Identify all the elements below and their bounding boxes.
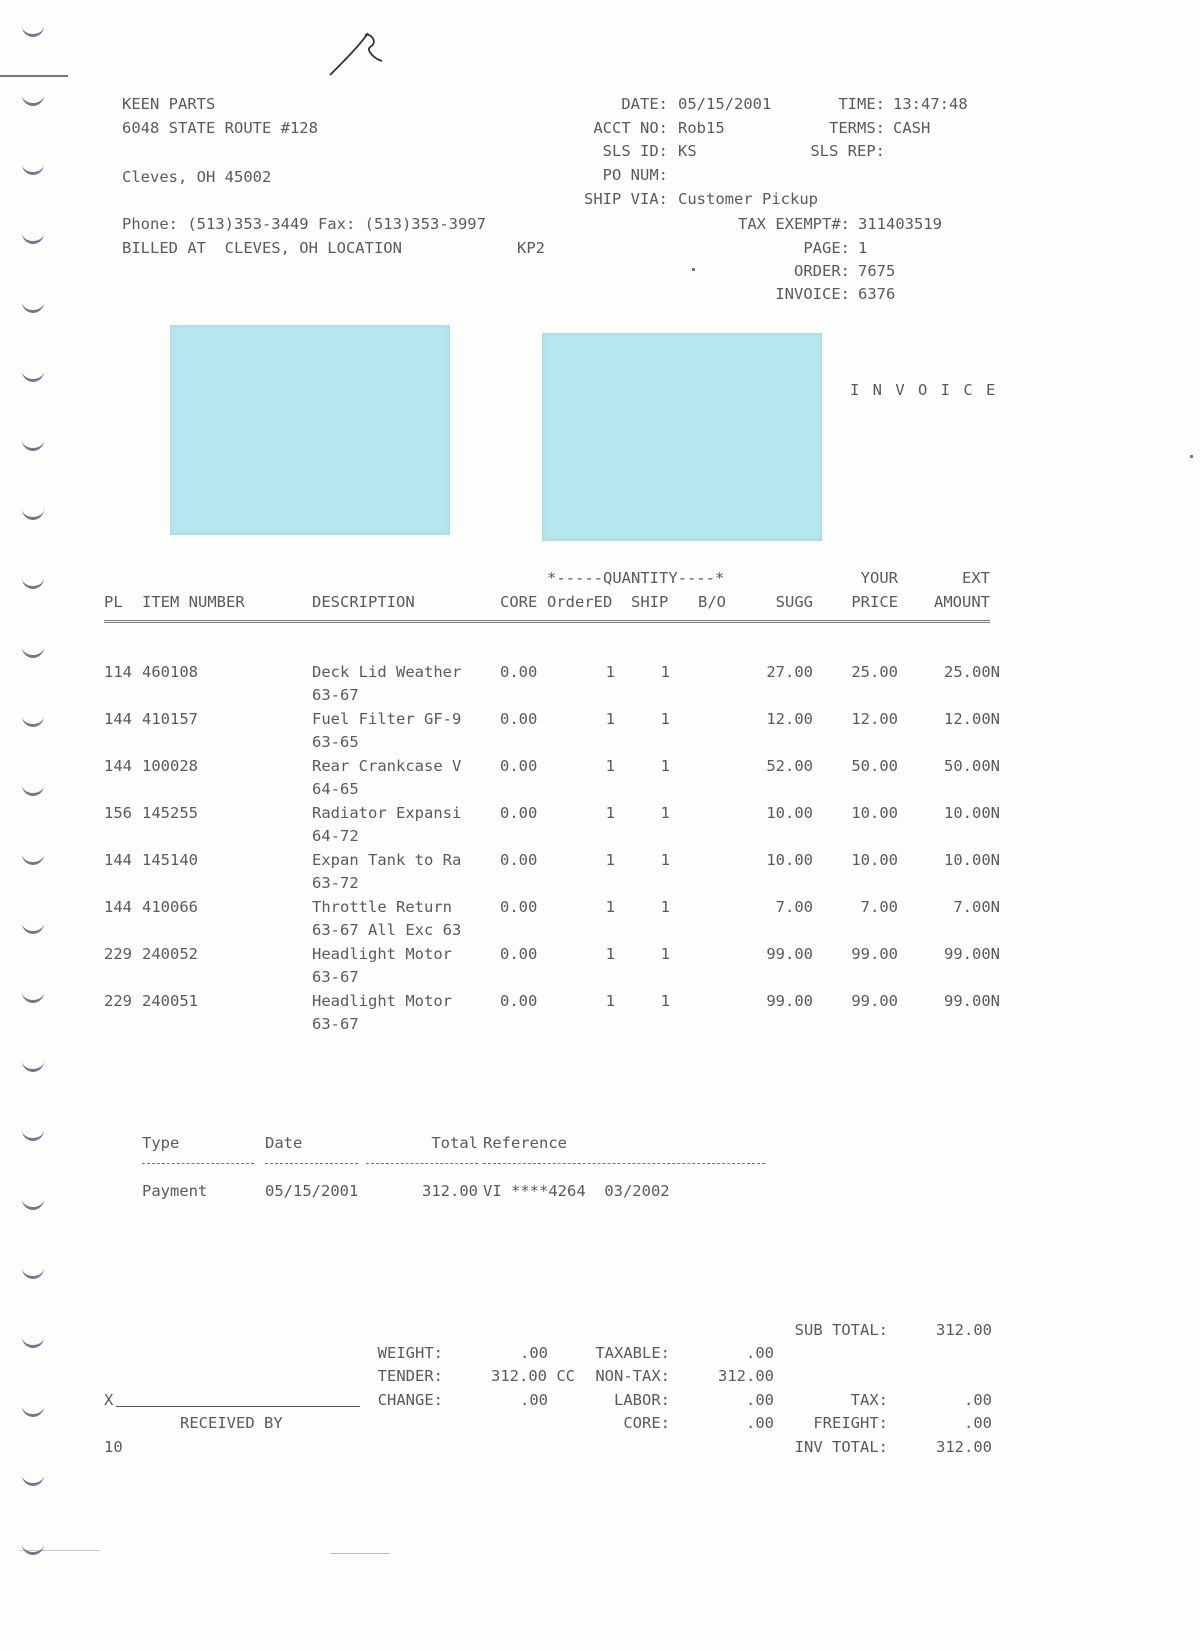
item-desc1: Headlight Motor	[312, 945, 452, 963]
ship-header: SHIP	[631, 593, 669, 611]
binder-hole	[22, 1538, 44, 1555]
item-pl: 144	[104, 898, 132, 916]
item-pl: 156	[104, 804, 132, 822]
item-pl: 229	[104, 945, 132, 963]
item-pl: 144	[104, 851, 132, 869]
item-sugg: 52.00	[766, 757, 813, 775]
binder-holes	[22, 20, 52, 1540]
ext-header-top: EXT	[962, 569, 990, 587]
non-tax-value: 312.00	[718, 1367, 774, 1385]
payment-total-header: Total	[431, 1134, 478, 1152]
terms: CASH	[893, 119, 931, 137]
quantity-group-header: *-----QUANTITY----*	[547, 569, 725, 587]
document-title: I N V O I C E	[850, 381, 998, 399]
binder-hole	[22, 986, 44, 1003]
item-price: 12.00	[851, 710, 898, 728]
invoice-date: 05/15/2001	[678, 95, 772, 113]
tax-label: TAX:	[850, 1391, 888, 1409]
item-price: 99.00	[851, 945, 898, 963]
item-desc1: Radiator Expansi	[312, 804, 462, 822]
item-desc1: Fuel Filter GF-9	[312, 710, 462, 728]
item-sugg: 27.00	[766, 663, 813, 681]
item-desc1: Expan Tank to Ra	[312, 851, 462, 869]
item-core: 0.00	[500, 710, 538, 728]
labor-value: .00	[746, 1391, 774, 1409]
item-ordered: 1	[605, 757, 615, 775]
tender-value: 312.00 CC	[491, 1367, 575, 1385]
item-desc2: 63-72	[312, 874, 359, 892]
item-pl: 229	[104, 992, 132, 1010]
taxable-label: TAXABLE:	[595, 1344, 670, 1362]
binder-hole	[22, 89, 44, 106]
binder-hole	[22, 296, 44, 313]
item-item: 460108	[142, 663, 198, 681]
item-sugg: 99.00	[766, 945, 813, 963]
acct-number: Rob15	[678, 119, 725, 137]
binder-hole	[22, 365, 44, 382]
item-desc1: Rear Crankcase V	[312, 757, 462, 775]
sls-id: KS	[678, 142, 697, 160]
item-amount: 10.00N	[944, 804, 1000, 822]
payment-total: 312.00	[422, 1182, 478, 1200]
item-core: 0.00	[500, 898, 538, 916]
sls-rep-label: SLS REP:	[810, 142, 885, 160]
binder-hole	[22, 158, 44, 175]
item-price: 10.00	[851, 804, 898, 822]
inv-total-label: INV TOTAL:	[794, 1438, 888, 1456]
item-item: 100028	[142, 757, 198, 775]
edge-mark	[0, 75, 68, 77]
page-label: PAGE:	[803, 239, 850, 257]
item-desc2: 64-65	[312, 780, 359, 798]
item-price: 99.00	[851, 992, 898, 1010]
sticky-note-left	[170, 325, 450, 535]
item-ship: 1	[660, 945, 670, 963]
signature-x-mark: X	[104, 1391, 114, 1409]
core-label: CORE:	[623, 1414, 670, 1432]
item-amount: 99.00N	[944, 992, 1000, 1010]
payment-reference: VI ****4264 03/2002	[483, 1182, 670, 1200]
company-address: 6048 STATE ROUTE #128	[122, 119, 318, 137]
taxable-value: .00	[746, 1344, 774, 1362]
order-label: ORDER:	[794, 262, 850, 280]
item-ordered: 1	[605, 898, 615, 916]
item-item: 145255	[142, 804, 198, 822]
item-ordered: 1	[605, 710, 615, 728]
price-header: PRICE	[851, 593, 898, 611]
payment-type: Payment	[142, 1182, 208, 1200]
invoice-label: INVOICE:	[775, 285, 850, 303]
billed-location: BILLED AT CLEVES, OH LOCATION	[122, 239, 402, 257]
binder-hole	[22, 1055, 44, 1072]
stray-dot	[692, 268, 695, 271]
item-amount: 25.00N	[944, 663, 1000, 681]
item-core: 0.00	[500, 945, 538, 963]
item-core: 0.00	[500, 851, 538, 869]
binder-hole	[22, 434, 44, 451]
payment-type-header: Type	[142, 1134, 180, 1152]
inv-total-value: 312.00	[936, 1438, 992, 1456]
stray-mark	[20, 1550, 100, 1551]
description-header: DESCRIPTION	[312, 593, 415, 611]
tax-exempt-label: TAX EXEMPT#:	[738, 215, 850, 233]
stray-dot	[1190, 455, 1193, 458]
binder-hole	[22, 779, 44, 796]
binder-hole	[22, 1469, 44, 1486]
item-amount: 7.00N	[953, 898, 1000, 916]
binder-hole	[22, 848, 44, 865]
item-core: 0.00	[500, 804, 538, 822]
received-by-label: RECEIVED BY	[180, 1414, 283, 1432]
terms-label: TERMS:	[829, 119, 885, 137]
payment-rule-date	[265, 1163, 358, 1164]
item-pl: 144	[104, 710, 132, 728]
company-phone-fax: Phone: (513)353-3449 Fax: (513)353-3997	[122, 215, 486, 233]
header-separator	[104, 620, 990, 623]
item-ship: 1	[660, 851, 670, 869]
item-sugg: 10.00	[766, 851, 813, 869]
payment-rule-total	[366, 1163, 478, 1164]
item-ordered: 1	[605, 804, 615, 822]
item-ordered: 1	[605, 851, 615, 869]
order-number: 7675	[858, 262, 896, 280]
labor-label: LABOR:	[614, 1391, 670, 1409]
item-ordered: 1	[605, 663, 615, 681]
item-number-header: ITEM NUMBER	[142, 593, 245, 611]
freight-label: FREIGHT:	[813, 1414, 888, 1432]
payment-rule-reference	[483, 1163, 765, 1164]
item-core: 0.00	[500, 757, 538, 775]
kp-code: KP2	[517, 239, 545, 257]
invoice-time: 13:47:48	[893, 95, 968, 113]
non-tax-label: NON-TAX:	[595, 1367, 670, 1385]
weight-label: WEIGHT:	[377, 1344, 443, 1362]
acct-label: ACCT NO:	[593, 119, 668, 137]
freight-value: .00	[964, 1414, 992, 1432]
time-label: TIME:	[838, 95, 885, 113]
item-sugg: 12.00	[766, 710, 813, 728]
tender-label: TENDER:	[377, 1367, 443, 1385]
date-label: DATE:	[621, 95, 668, 113]
item-core: 0.00	[500, 663, 538, 681]
item-amount: 12.00N	[944, 710, 1000, 728]
payment-reference-header: Reference	[483, 1134, 567, 1152]
pen-mark-icon	[320, 25, 390, 85]
subtotal-label: SUB TOTAL:	[794, 1321, 888, 1339]
stray-mark	[330, 1553, 390, 1554]
item-sugg: 7.00	[775, 898, 813, 916]
binder-hole	[22, 710, 44, 727]
item-core: 0.00	[500, 992, 538, 1010]
item-item: 410066	[142, 898, 198, 916]
binder-hole	[22, 20, 44, 37]
pl-header: PL	[104, 593, 123, 611]
item-ship: 1	[660, 898, 670, 916]
ship-via-label: SHIP VIA:	[584, 190, 668, 208]
item-amount: 50.00N	[944, 757, 1000, 775]
item-amount: 99.00N	[944, 945, 1000, 963]
item-desc2: 63-67	[312, 968, 359, 986]
sugg-header: SUGG	[775, 593, 813, 611]
item-desc1: Headlight Motor	[312, 992, 452, 1010]
item-ordered: 1	[605, 945, 615, 963]
core-value: .00	[746, 1414, 774, 1432]
item-item: 240051	[142, 992, 198, 1010]
item-desc2: 64-72	[312, 827, 359, 845]
item-desc2: 63-67	[312, 1015, 359, 1033]
your-header-top: YOUR	[860, 569, 898, 587]
item-ship: 1	[660, 757, 670, 775]
item-amount: 10.00N	[944, 851, 1000, 869]
item-pl: 144	[104, 757, 132, 775]
tax-exempt-number: 311403519	[858, 215, 942, 233]
binder-hole	[22, 917, 44, 934]
item-price: 25.00	[851, 663, 898, 681]
binder-hole	[22, 227, 44, 244]
item-price: 7.00	[860, 898, 898, 916]
binder-hole	[22, 1193, 44, 1210]
subtotal-value: 312.00	[936, 1321, 992, 1339]
invoice-number: 6376	[858, 285, 896, 303]
item-desc2: 63-65	[312, 733, 359, 751]
item-price: 10.00	[851, 851, 898, 869]
amount-header: AMOUNT	[934, 593, 990, 611]
payment-date: 05/15/2001	[265, 1182, 359, 1200]
item-item: 410157	[142, 710, 198, 728]
item-sugg: 10.00	[766, 804, 813, 822]
binder-hole	[22, 503, 44, 520]
item-ordered: 1	[605, 992, 615, 1010]
sls-id-label: SLS ID:	[602, 142, 668, 160]
signature-line	[116, 1406, 360, 1407]
ordered-header: OrderED	[547, 593, 613, 611]
company-name: KEEN PARTS	[122, 95, 216, 113]
ship-via: Customer Pickup	[678, 190, 818, 208]
binder-hole	[22, 641, 44, 658]
payment-date-header: Date	[265, 1134, 303, 1152]
backorder-header: B/O	[698, 593, 726, 611]
item-price: 50.00	[851, 757, 898, 775]
item-item: 240052	[142, 945, 198, 963]
binder-hole	[22, 1124, 44, 1141]
binder-hole	[22, 1331, 44, 1348]
core-header: CORE	[500, 593, 538, 611]
item-desc2: 63-67	[312, 686, 359, 704]
page-number: 1	[858, 239, 868, 257]
item-item: 145140	[142, 851, 198, 869]
tax-value: .00	[964, 1391, 992, 1409]
weight-value: .00	[520, 1344, 548, 1362]
binder-hole	[22, 1262, 44, 1279]
po-label: PO NUM:	[602, 166, 668, 184]
sticky-note-right	[542, 333, 822, 541]
change-label: CHANGE:	[377, 1391, 443, 1409]
item-ship: 1	[660, 710, 670, 728]
item-pl: 114	[104, 663, 132, 681]
binder-hole	[22, 572, 44, 589]
item-sugg: 99.00	[766, 992, 813, 1010]
item-ship: 1	[660, 804, 670, 822]
binder-hole	[22, 1400, 44, 1417]
company-city: Cleves, OH 45002	[122, 168, 272, 186]
item-desc1: Deck Lid Weather	[312, 663, 462, 681]
payment-rule-type	[142, 1163, 254, 1164]
item-desc1: Throttle Return	[312, 898, 452, 916]
item-desc2: 63-67 All Exc 63	[312, 921, 462, 939]
item-ship: 1	[660, 992, 670, 1010]
change-value: .00	[520, 1391, 548, 1409]
item-ship: 1	[660, 663, 670, 681]
footer-number: 10	[104, 1438, 123, 1456]
